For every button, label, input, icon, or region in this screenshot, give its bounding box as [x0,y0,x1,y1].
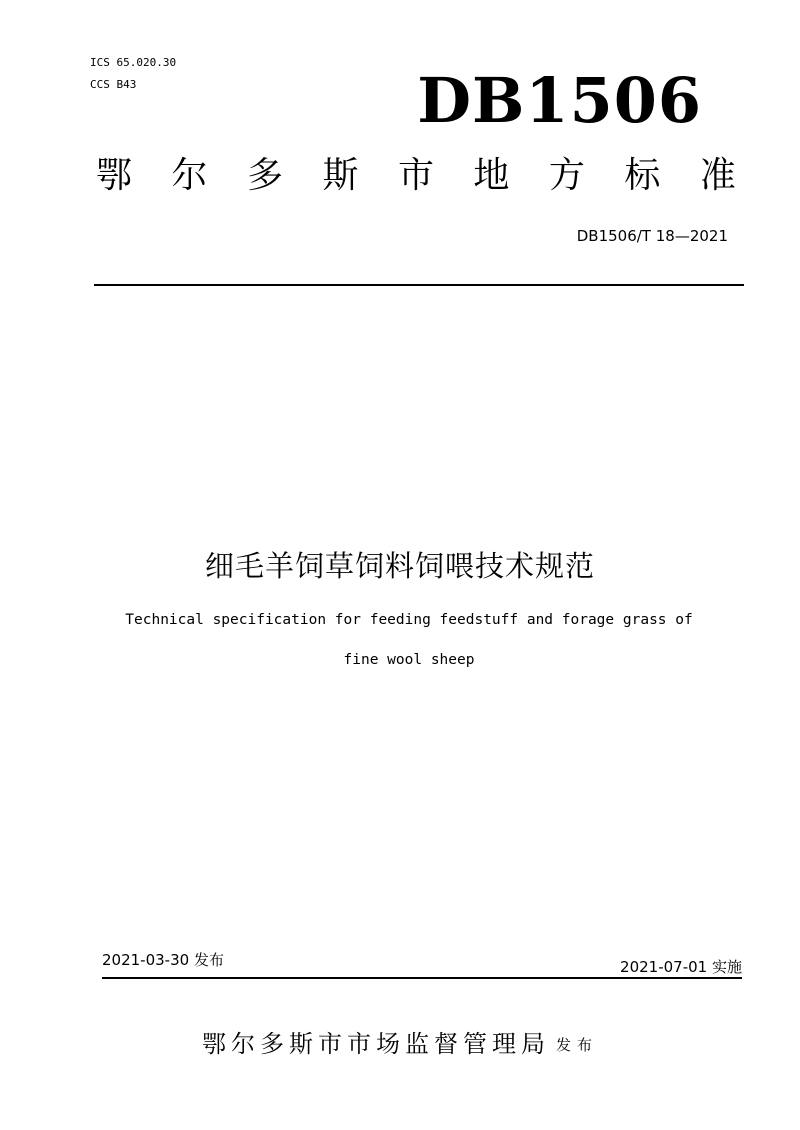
implementation-date: 2021-07-01 实施 [620,958,742,976]
document-title-chinese: 细毛羊饲草饲料饲喂技术规范 [204,549,595,583]
ccs-code: CCS B43 [90,78,137,91]
footer-divider [102,977,742,979]
standard-type-char: 多 [246,155,283,196]
document-title-english-line-1: Technical specification for feeding feedstuff and forage grass of [125,612,693,628]
ics-code: ICS 65.020.30 [90,56,177,69]
publisher [0,1028,800,1061]
standard-type-char: 地 [473,155,510,196]
standard-type-char: 斯 [322,155,359,196]
document-title-english-line-2: fine wool sheep [343,652,475,668]
publisher-name: 鄂尔多斯市市场监督管理局 [201,1030,550,1058]
standard-type-char: 尔 [171,155,208,196]
standard-type-char: 鄂 [96,155,133,196]
publisher-suffix: 发布 [555,1036,598,1054]
standard-type-char: 方 [548,155,585,196]
standard-number: DB1506/T 18—2021 [576,227,728,245]
header-divider [94,284,744,286]
release-date: 2021-03-30 发布 [102,951,224,969]
standard-type-char: 市 [397,155,434,196]
standard-type-char: 标 [624,155,661,196]
standard-code-logo: DB1506 [417,64,702,137]
standard-type-char: 准 [699,155,736,196]
standard-type-heading [96,154,736,198]
